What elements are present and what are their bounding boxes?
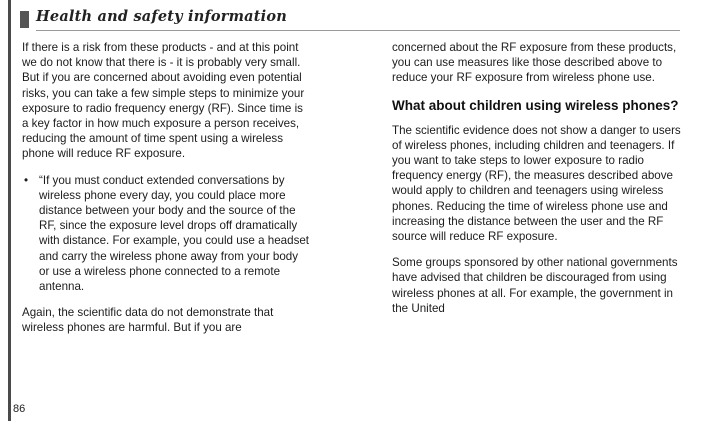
page-left-rule — [8, 0, 11, 421]
page-number: 86 — [13, 403, 26, 415]
header-ornament-block — [20, 11, 29, 28]
left-paragraph-1: If there is a risk from these products - and at this point we do not know that there is - it is probably very small. But if you are concerned about avoiding even potential risks, you can take a few simple steps to minimize your exposure to radio frequency energy (RF). Since time is a key factor in how much exposure a person receives, reducing the amount of time spent using a wireless phone will reduce RF exposure. — [22, 41, 305, 161]
left-paragraph-2: Again, the scientific data do not demonstrate that wireless phones are harmful. But if you are — [22, 306, 274, 335]
right-paragraph-1: concerned about the RF exposure from these products, you can use measures like those described above to reduce your RF exposure from wireless phone use. — [392, 41, 677, 85]
header-divider — [36, 30, 680, 31]
right-paragraph-3: Some groups sponsored by other national governments have advised that children be discouraged from using wireless phones at all. For example, the government in the United — [392, 256, 678, 315]
left-column — [22, 40, 311, 347]
list-item-text: “If you must conduct extended conversations by wireless phone every day, you could place more distance between your body and the source of the RF, since the exposure level drops off dramatically with distance. For example, you could use a headset and carry the wireless phone away from your body or use a wireless phone connected to a remote antenna. — [39, 173, 310, 294]
list-item — [22, 173, 311, 295]
page-title: Health and safety information — [36, 8, 287, 25]
right-paragraph-2: The scientific evidence does not show a danger to users of wireless phones, including children and teenagers. If you want to take steps to lower exposure to radio frequency energy (RF), the measures described above would apply to children and teenagers using wireless phones. Reducing the time of wireless phone use and increasing the distance between the user and the RF source will reduce RF exposure. — [392, 123, 681, 244]
section-subheading: What about children using wireless phones? — [392, 97, 679, 113]
page-header — [20, 8, 680, 32]
left-bullet-list — [22, 173, 311, 295]
bullet-icon: • — [24, 173, 29, 187]
right-column — [392, 40, 681, 327]
